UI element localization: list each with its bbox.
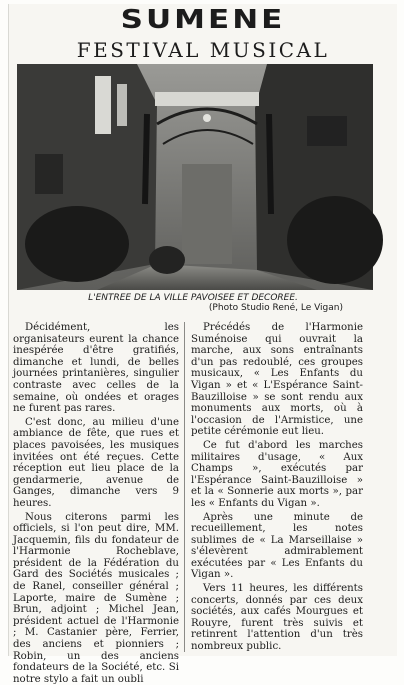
article-column-right — [191, 322, 363, 656]
paragraph: Nous citerons parmi les officiels, si l'on peut dire, MM. Jacquemin, fils du fondateur de l'Harmonie Rocheblave, président de la Fédération du Gard des Sociétés musicales ; de Ranel, conseiller général ; Laporte, maire de Sumène ; Brun, adjoint ; Michel Jean, président actuel de l'Harmonie ; M. Castanier père, Ferrier, des anciens et pionniers ; Robin, un des anciens fondateurs de la Société, etc. Si notre stylo a fait un oubli — [13, 512, 179, 685]
photo-caption — [33, 293, 353, 313]
paragraph: Ce fut d'abord les marches militaires d'usage, « Aux Champs », exécutés par l'Espérance Saint-Bauzilloise » et la « Sonnerie aux morts », par les « Enfants du Vigan ». — [191, 440, 363, 510]
headline: SUMENE — [9, 6, 397, 34]
photo-credit: (Photo Studio René, Le Vigan) — [33, 303, 353, 313]
column-divider — [184, 322, 185, 652]
subheadline: FESTIVAL MUSICAL — [9, 38, 397, 62]
paragraph: C'est donc, au milieu d'une ambiance de fête, que rues et places pavoisées, les musiques invitées ont été reçues. Cette réception eut lieu place de la gendarmerie, avenue de Ganges, dimanche vers 9 heures. — [13, 417, 179, 510]
paragraph: Vers 11 heures, les différents concerts, donnés par ces deux sociétés, aux cafés Mourgues et Rouyre, furent très suivis et retinrent l'attention d'un très nombreux public. — [191, 583, 363, 653]
paragraph: Précédés de l'Harmonie Suménoise qui ouvrait la marche, aux sons entraînants d'un pas redoublé, ces groupes musicaux, « Les Enfants du Vigan » et « L'Espérance Saint-Bauzilloise » se sont rendu aux monuments aux morts, où à l'occasion de l'Armistice, une petite cérémonie eut lieu. — [191, 322, 363, 438]
photo-illustration — [17, 64, 373, 290]
paragraph: Décidément, les organisateurs eurent la chance inespérée d'être gratifiés, dimanche et lundi, de belles journées printanières, singulier contraste avec celles de la semaine, où ondées et orages ne furent pas rares. — [13, 322, 179, 415]
paragraph: Après une minute de recueillement, les notes sublimes de « La Marseillaise » s'élevèrent admirablement exécutées par « Les Enfants du Vigan ». — [191, 512, 363, 582]
article-column-left — [13, 322, 179, 656]
photo-town-entrance — [17, 64, 373, 290]
caption-text: L'ENTREE DE LA VILLE PAVOISEE ET DECOREE. — [88, 293, 298, 303]
newspaper-clipping — [8, 4, 397, 656]
